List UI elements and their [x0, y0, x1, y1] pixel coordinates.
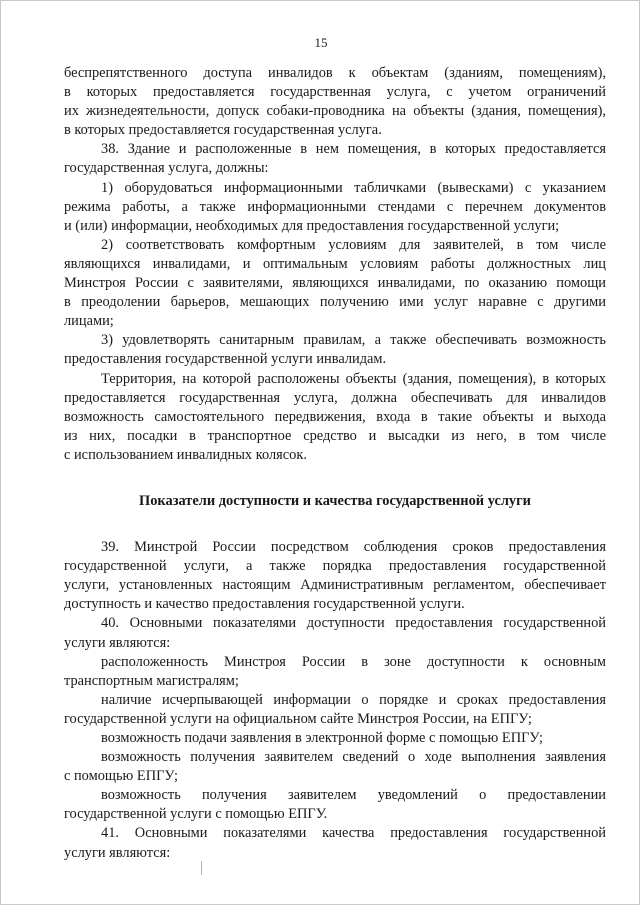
document-body — [64, 64, 606, 863]
text-line: расположенность Минстроя России в зоне доступности к основным — [101, 653, 606, 670]
text-line: беспрепятственного доступа инвалидов к объектам (зданиям, помещениям), — [64, 65, 606, 81]
text-line: являющихся инвалидами, и оптимальным условиям работы должностных лиц — [64, 255, 606, 272]
text-line: возможность подачи заявления в электронной форме с помощью ЕПГУ; — [101, 730, 544, 746]
text-line: 41. Основными показателями качества предоставления государственной — [101, 825, 606, 842]
spacer — [64, 511, 606, 538]
page-number: 15 — [314, 35, 328, 50]
text-line: в которых предоставляется государственная услуга, с учетом ограничений — [64, 84, 606, 101]
spacer — [64, 465, 606, 492]
text-line: возможность самостоятельного передвижения, входа в такие объекты и выхода — [64, 408, 606, 425]
text-line: 3) удовлетворять санитарным правилам, а также обеспечивать возможность — [101, 332, 606, 349]
text-line: режима работы, а также информационными стендами с перечнем документов — [64, 198, 606, 215]
text-line: предоставления государственной услуги инвалидам. — [64, 351, 387, 368]
text-line: с использованием инвалидных колясок. — [64, 446, 307, 463]
text-line: их жизнедеятельности, допуск собаки-проводника на объекты (здания, помещения), — [64, 103, 606, 120]
text-line: в которых предоставляется государственная услуга. — [64, 122, 382, 139]
scan-mark — [201, 861, 202, 875]
text-line: возможность получения заявителем сведений о ходе выполнения заявления — [101, 749, 606, 766]
text-line: Минстроя России с заявителями, являющихся инвалидами, по оказанию помощи — [64, 275, 606, 292]
text-line: 38. Здание и расположенные в нем помещения, в которых предоставляется — [101, 141, 606, 158]
text-line: государственной услуги с помощью ЕПГУ. — [64, 806, 328, 823]
text-line: услуги являются: — [64, 634, 171, 651]
text-line: в преодолении барьеров, мешающих получению ими услуг наравне с другими — [64, 294, 606, 311]
text-line: государственной услуги на официальном сайте Минстроя России, на ЕПГУ; — [64, 710, 532, 727]
text-line: из них, посадки в транспортное средство и высадки из него, в том числе — [64, 427, 606, 444]
text-line: 39. Минстрой России посредством соблюдения сроков предоставления — [101, 539, 606, 556]
text-line: и (или) информации, необходимых для предоставления государственной услуги; — [64, 217, 560, 234]
text-line: 40. Основными показателями доступности предоставления государственной — [101, 615, 606, 632]
text-line: 1) оборудоваться информационными табличками (вывесками) с указанием — [101, 179, 606, 196]
text-line: наличие исчерпывающей информации о порядке и сроках предоставления — [101, 691, 606, 708]
text-line: возможность получения заявителем уведомлений о предоставлении — [101, 787, 606, 804]
text-line: 2) соответствовать комфортным условиям для заявителей, в том числе — [101, 236, 606, 253]
section-heading: Показатели доступности и качества государственной услуги — [139, 492, 531, 509]
text-line: лицами; — [64, 313, 114, 330]
text-line: государственной услуги, а также порядка предоставления государственной — [64, 558, 606, 575]
text-line: государственная услуга, должны: — [64, 160, 269, 177]
text-line: услуги являются: — [64, 844, 171, 861]
text-line: доступность и качество предоставления государственной услуги. — [64, 596, 465, 613]
text-line: предоставляется государственная услуга, должна обеспечивать для инвалидов — [64, 389, 606, 406]
text-line: с помощью ЕПГУ; — [64, 768, 179, 785]
text-line: Территория, на которой расположены объекты (здания, помещения), в которых — [101, 370, 606, 387]
text-line: услуги, установленных настоящим Административным регламентом, обеспечивает — [64, 577, 606, 594]
text-line: транспортным магистралям; — [64, 672, 239, 689]
